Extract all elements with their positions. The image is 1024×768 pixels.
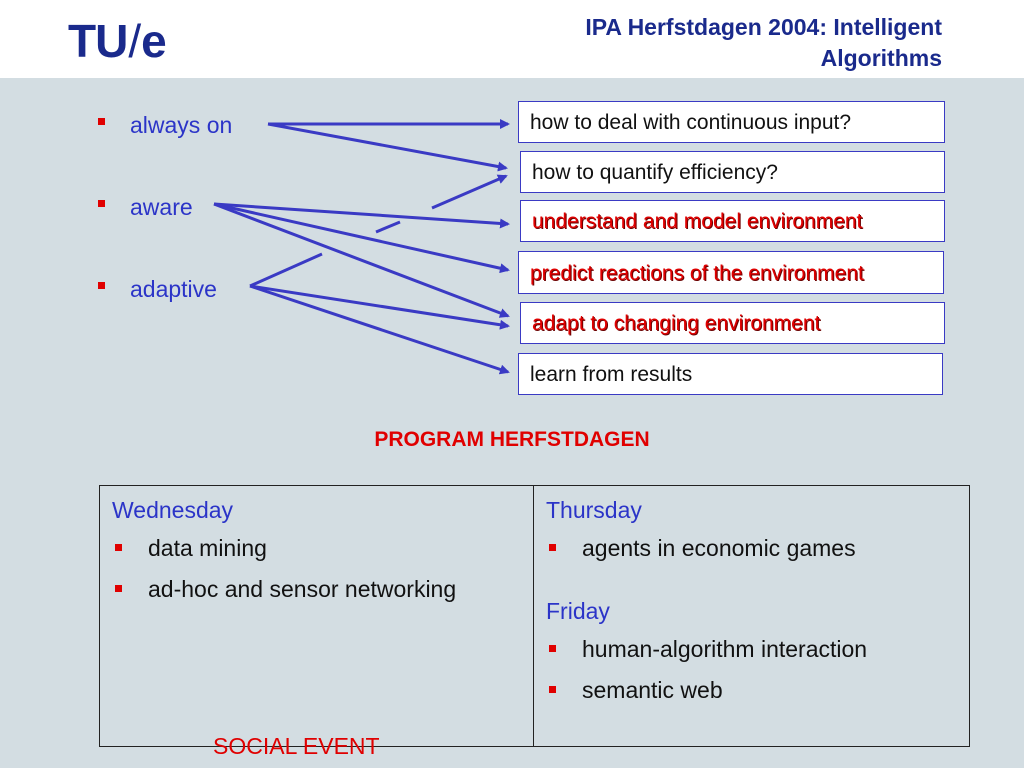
question-box-continuous-input — [518, 101, 945, 143]
logo-slash: / — [128, 15, 141, 67]
arrow-adaptive-to-q6 — [250, 286, 508, 372]
question-box-efficiency — [520, 151, 945, 193]
question-box-adapt — [520, 302, 945, 344]
schedule-item-text: agents in economic games — [582, 535, 856, 561]
schedule-item-text: data mining — [148, 535, 267, 561]
title-line-2: Algorithms — [820, 45, 942, 71]
day-wednesday: Wednesday — [112, 497, 234, 523]
schedule-column-thursday-friday — [534, 486, 969, 746]
property-always-on — [98, 112, 232, 139]
bullet-marker — [98, 282, 105, 289]
bullet-marker — [549, 544, 556, 551]
schedule-item-text: semantic web — [582, 677, 723, 703]
question-box-learn — [518, 353, 943, 395]
schedule-table — [99, 485, 970, 747]
schedule-item — [112, 573, 521, 606]
logo-tu: TU — [68, 15, 128, 67]
schedule-column-wednesday — [100, 486, 534, 746]
property-label: always on — [130, 112, 233, 138]
bullet-marker — [98, 200, 105, 207]
property-aware — [98, 194, 193, 221]
question-text: understand and model environment — [532, 210, 863, 233]
bullet-marker — [549, 645, 556, 652]
day-friday: Friday — [546, 598, 610, 624]
arrow-always-on-to-q2 — [268, 124, 506, 168]
schedule-item — [546, 532, 957, 565]
program-heading: PROGRAM HERFSTDAGEN — [374, 428, 650, 451]
question-box-predict-reactions — [518, 251, 944, 294]
bullet-marker — [98, 118, 105, 125]
bullet-marker — [115, 544, 122, 551]
question-text: how to deal with continuous input? — [530, 111, 852, 134]
question-text: adapt to changing environment — [532, 312, 821, 335]
schedule-item — [546, 633, 957, 666]
question-text: learn from results — [530, 363, 693, 386]
schedule-item — [112, 532, 521, 565]
question-text: how to quantify efficiency? — [532, 161, 778, 184]
logo-e: e — [141, 15, 166, 67]
schedule-item — [546, 674, 957, 707]
title-line-1: IPA Herfstdagen 2004: Intelligent — [585, 14, 942, 40]
spacer — [546, 565, 957, 585]
question-text: predict reactions of the environment — [530, 262, 864, 285]
question-box-model-environment — [520, 200, 945, 242]
social-event-label: SOCIAL EVENT — [213, 733, 380, 759]
arrow-adaptive-to-q5 — [250, 286, 508, 326]
property-adaptive — [98, 276, 217, 303]
property-label: aware — [130, 194, 193, 220]
bullet-marker — [549, 686, 556, 693]
schedule-item-text: human-algorithm interaction — [582, 636, 868, 662]
day-thursday: Thursday — [546, 497, 642, 523]
bullet-marker — [115, 585, 122, 592]
schedule-item-text: ad-hoc and sensor networking — [148, 576, 457, 602]
property-label: adaptive — [130, 276, 217, 302]
